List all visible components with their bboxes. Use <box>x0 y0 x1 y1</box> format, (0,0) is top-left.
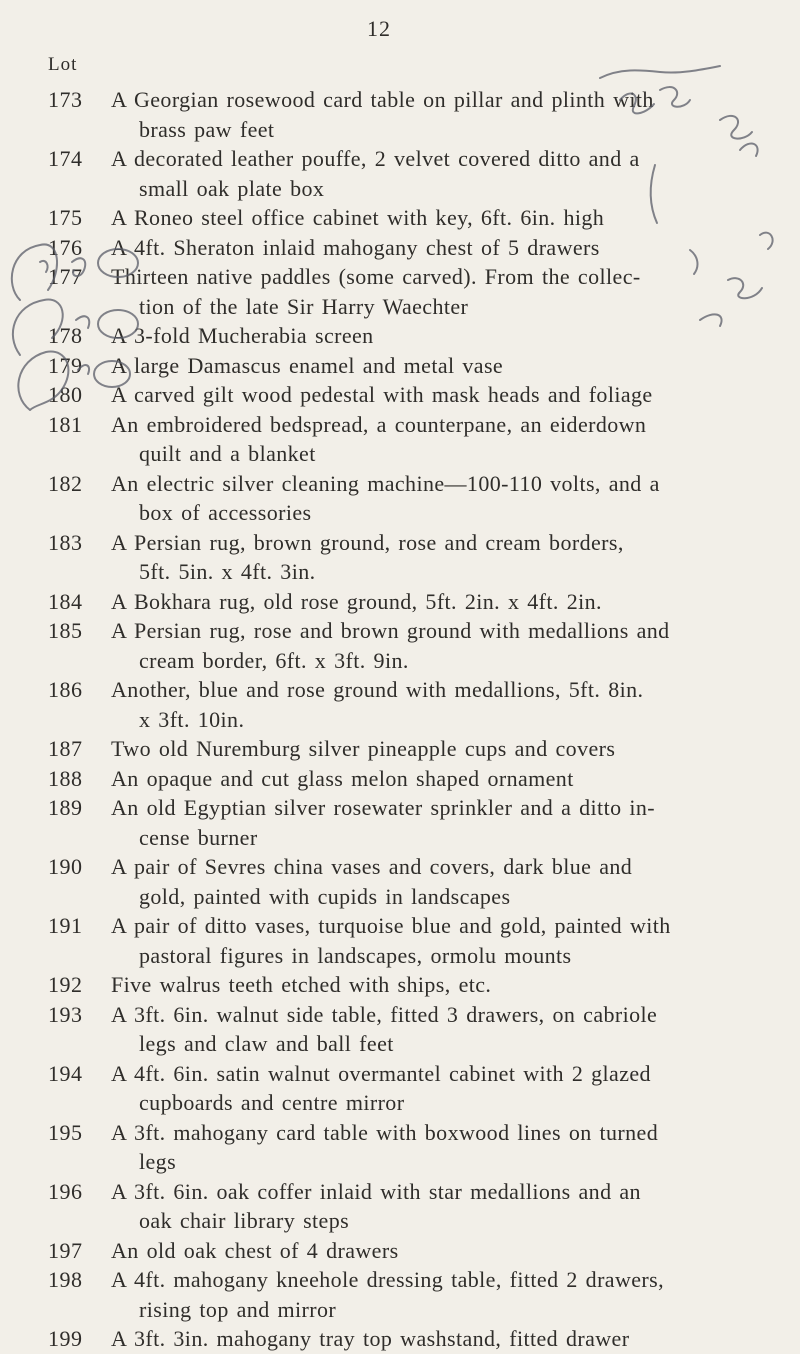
lot-entry <box>0 675 800 734</box>
lot-number: 181 <box>48 411 83 437</box>
lot-entry <box>0 144 800 203</box>
lot-column-header: Lot <box>48 54 78 75</box>
lot-description <box>111 587 743 617</box>
lot-description-line: A 4ft. mahogany kneehole dressing table, fitted 2 drawers, <box>111 1267 664 1292</box>
lot-number: 194 <box>48 1060 83 1086</box>
lot-description-continuation: oak chair library steps <box>139 1208 350 1233</box>
lot-description <box>111 528 743 587</box>
lot-description <box>111 764 743 794</box>
lot-description <box>111 380 743 410</box>
lot-description-line: A Georgian rosewood card table on pillar and plinth with <box>111 87 654 112</box>
lot-number: 175 <box>48 205 83 230</box>
lot-description <box>111 321 743 351</box>
lot-entry <box>0 233 800 263</box>
lot-number: 185 <box>48 618 83 643</box>
lot-description-continuation: rising top and mirror <box>139 1296 337 1322</box>
lot-entry <box>0 351 800 381</box>
lot-description-continuation: 5ft. 5in. x 4ft. 3in. <box>139 559 316 584</box>
lot-description-continuation: gold, painted with cupids in landscapes <box>139 883 511 909</box>
lot-description <box>111 852 743 911</box>
lot-entry <box>0 1236 800 1266</box>
lot-description <box>111 203 743 233</box>
lot-description <box>111 1059 743 1118</box>
lot-description-line: Two old Nuremburg silver pineapple cups and covers <box>111 736 616 761</box>
lot-description-line: An embroidered bedspread, a counterpane, an eiderdown <box>111 411 647 437</box>
lot-description-line: A 3ft. mahogany card table with boxwood lines on turned <box>111 1119 659 1145</box>
lot-entry <box>0 734 800 764</box>
lot-entry <box>0 469 800 528</box>
lot-description <box>111 144 743 203</box>
lot-description-line: A 4ft. Sheraton inlaid mahogany chest of 5 drawers <box>111 234 600 260</box>
lot-description <box>111 262 743 321</box>
lot-description-continuation: cupboards and centre mirror <box>139 1090 405 1115</box>
lot-description <box>111 410 743 469</box>
lot-description-line: A pair of ditto vases, turquoise blue and gold, painted with <box>111 913 671 938</box>
lot-number: 180 <box>48 382 83 407</box>
lot-description-line: A 4ft. 6in. satin walnut overmantel cabinet with 2 glazed <box>111 1060 651 1086</box>
lot-description-continuation: legs <box>139 1149 177 1174</box>
lot-description <box>111 1118 743 1177</box>
lot-description <box>111 970 743 1000</box>
lot-number: 195 <box>48 1119 83 1145</box>
lot-entry <box>0 1265 800 1324</box>
lot-description <box>111 734 743 764</box>
lot-entry <box>0 1000 800 1059</box>
lot-description-continuation: tion of the late Sir Harry Waechter <box>139 293 469 319</box>
lot-entry <box>0 852 800 911</box>
lot-description-line: Another, blue and rose ground with medallions, 5ft. 8in. <box>111 677 644 702</box>
lot-number: 187 <box>48 736 83 761</box>
lot-entry <box>0 1118 800 1177</box>
lot-number: 182 <box>48 470 83 496</box>
lot-entry <box>0 970 800 1000</box>
lot-description <box>111 793 743 852</box>
lot-description-line: A Persian rug, brown ground, rose and cream borders, <box>111 529 624 555</box>
lot-list <box>0 85 800 1354</box>
lot-number: 189 <box>48 795 83 820</box>
lot-entry <box>0 1324 800 1354</box>
lot-number: 176 <box>48 234 83 260</box>
lot-description-line: A pair of Sevres china vases and covers, dark blue and <box>111 854 633 879</box>
lot-description <box>111 1265 743 1324</box>
lot-number: 190 <box>48 854 83 879</box>
lot-description-line: Five walrus teeth etched with ships, etc. <box>111 972 492 997</box>
lot-description-continuation: pastoral figures in landscapes, ormolu mounts <box>139 942 572 968</box>
lot-number: 188 <box>48 765 83 791</box>
lot-number: 198 <box>48 1267 83 1292</box>
lot-entry <box>0 262 800 321</box>
lot-description-line: A 3ft. 6in. walnut side table, fitted 3 drawers, on cabriole <box>111 1001 658 1027</box>
lot-description-line: An opaque and cut glass melon shaped ornament <box>111 765 574 791</box>
lot-number: 183 <box>48 529 83 555</box>
lot-number: 199 <box>48 1326 83 1351</box>
lot-entry <box>0 410 800 469</box>
lot-description-line: A Persian rug, rose and brown ground with medallions and <box>111 618 670 643</box>
lot-number: 174 <box>48 146 83 171</box>
lot-description <box>111 351 743 381</box>
lot-entry <box>0 203 800 233</box>
lot-entry <box>0 911 800 970</box>
lot-description-line: A 3-fold Mucherabia screen <box>111 323 374 348</box>
lot-entry <box>0 616 800 675</box>
lot-description <box>111 233 743 263</box>
lot-description-continuation: x 3ft. 10in. <box>139 706 245 732</box>
lot-description-line: A 3ft. 3in. mahogany tray top washstand, fitted drawer <box>111 1326 630 1351</box>
lot-number: 191 <box>48 913 83 938</box>
lot-description-line: An old Egyptian silver rosewater sprinkler and a ditto in- <box>111 795 656 820</box>
lot-number: 179 <box>48 352 83 378</box>
lot-description-line: A large Damascus enamel and metal vase <box>111 352 504 378</box>
lot-number: 196 <box>48 1178 83 1204</box>
lot-number: 184 <box>48 588 83 614</box>
lot-description <box>111 85 743 144</box>
lot-entry <box>0 321 800 351</box>
lot-entry <box>0 528 800 587</box>
lot-description-continuation: legs and claw and ball feet <box>139 1031 394 1056</box>
lot-number: 173 <box>48 87 83 112</box>
lot-description <box>111 1000 743 1059</box>
lot-number: 178 <box>48 323 83 348</box>
lot-description <box>111 1177 743 1236</box>
lot-description-continuation: cense burner <box>139 824 258 850</box>
lot-description-line: An old oak chest of 4 drawers <box>111 1237 399 1263</box>
lot-entry <box>0 587 800 617</box>
lot-number: 193 <box>48 1001 83 1027</box>
lot-description-continuation: quilt and a blanket <box>139 441 316 466</box>
lot-number: 177 <box>48 264 83 289</box>
page-number: 12 <box>367 16 391 41</box>
lot-description-line: Thirteen native paddles (some carved). From the collec- <box>111 264 641 289</box>
lot-number: 197 <box>48 1237 83 1263</box>
lot-description-continuation: brass paw feet <box>139 116 275 142</box>
lot-description-line: A carved gilt wood pedestal with mask heads and foliage <box>111 382 653 407</box>
lot-number: 192 <box>48 972 83 997</box>
lot-entry <box>0 85 800 144</box>
lot-description-line: A 3ft. 6in. oak coffer inlaid with star medallions and an <box>111 1178 641 1204</box>
lot-description-line: A decorated leather pouffe, 2 velvet covered ditto and a <box>111 146 640 171</box>
lot-description <box>111 616 743 675</box>
lot-description-continuation: box of accessories <box>139 500 312 525</box>
lot-description-line: A Bokhara rug, old rose ground, 5ft. 2in. x 4ft. 2in. <box>111 588 602 614</box>
lot-description-line: A Roneo steel office cabinet with key, 6ft. 6in. high <box>111 205 605 230</box>
lot-description-continuation: cream border, 6ft. x 3ft. 9in. <box>139 647 409 673</box>
lot-description-continuation: small oak plate box <box>139 175 325 201</box>
lot-entry <box>0 793 800 852</box>
lot-description-line: An electric silver cleaning machine—100-110 volts, and a <box>111 470 660 496</box>
lot-entry <box>0 1177 800 1236</box>
lot-description <box>111 1324 743 1354</box>
lot-description <box>111 675 743 734</box>
lot-description <box>111 469 743 528</box>
lot-number: 186 <box>48 677 83 702</box>
lot-description <box>111 1236 743 1266</box>
lot-entry <box>0 380 800 410</box>
lot-entry <box>0 764 800 794</box>
lot-description <box>111 911 743 970</box>
lot-entry <box>0 1059 800 1118</box>
